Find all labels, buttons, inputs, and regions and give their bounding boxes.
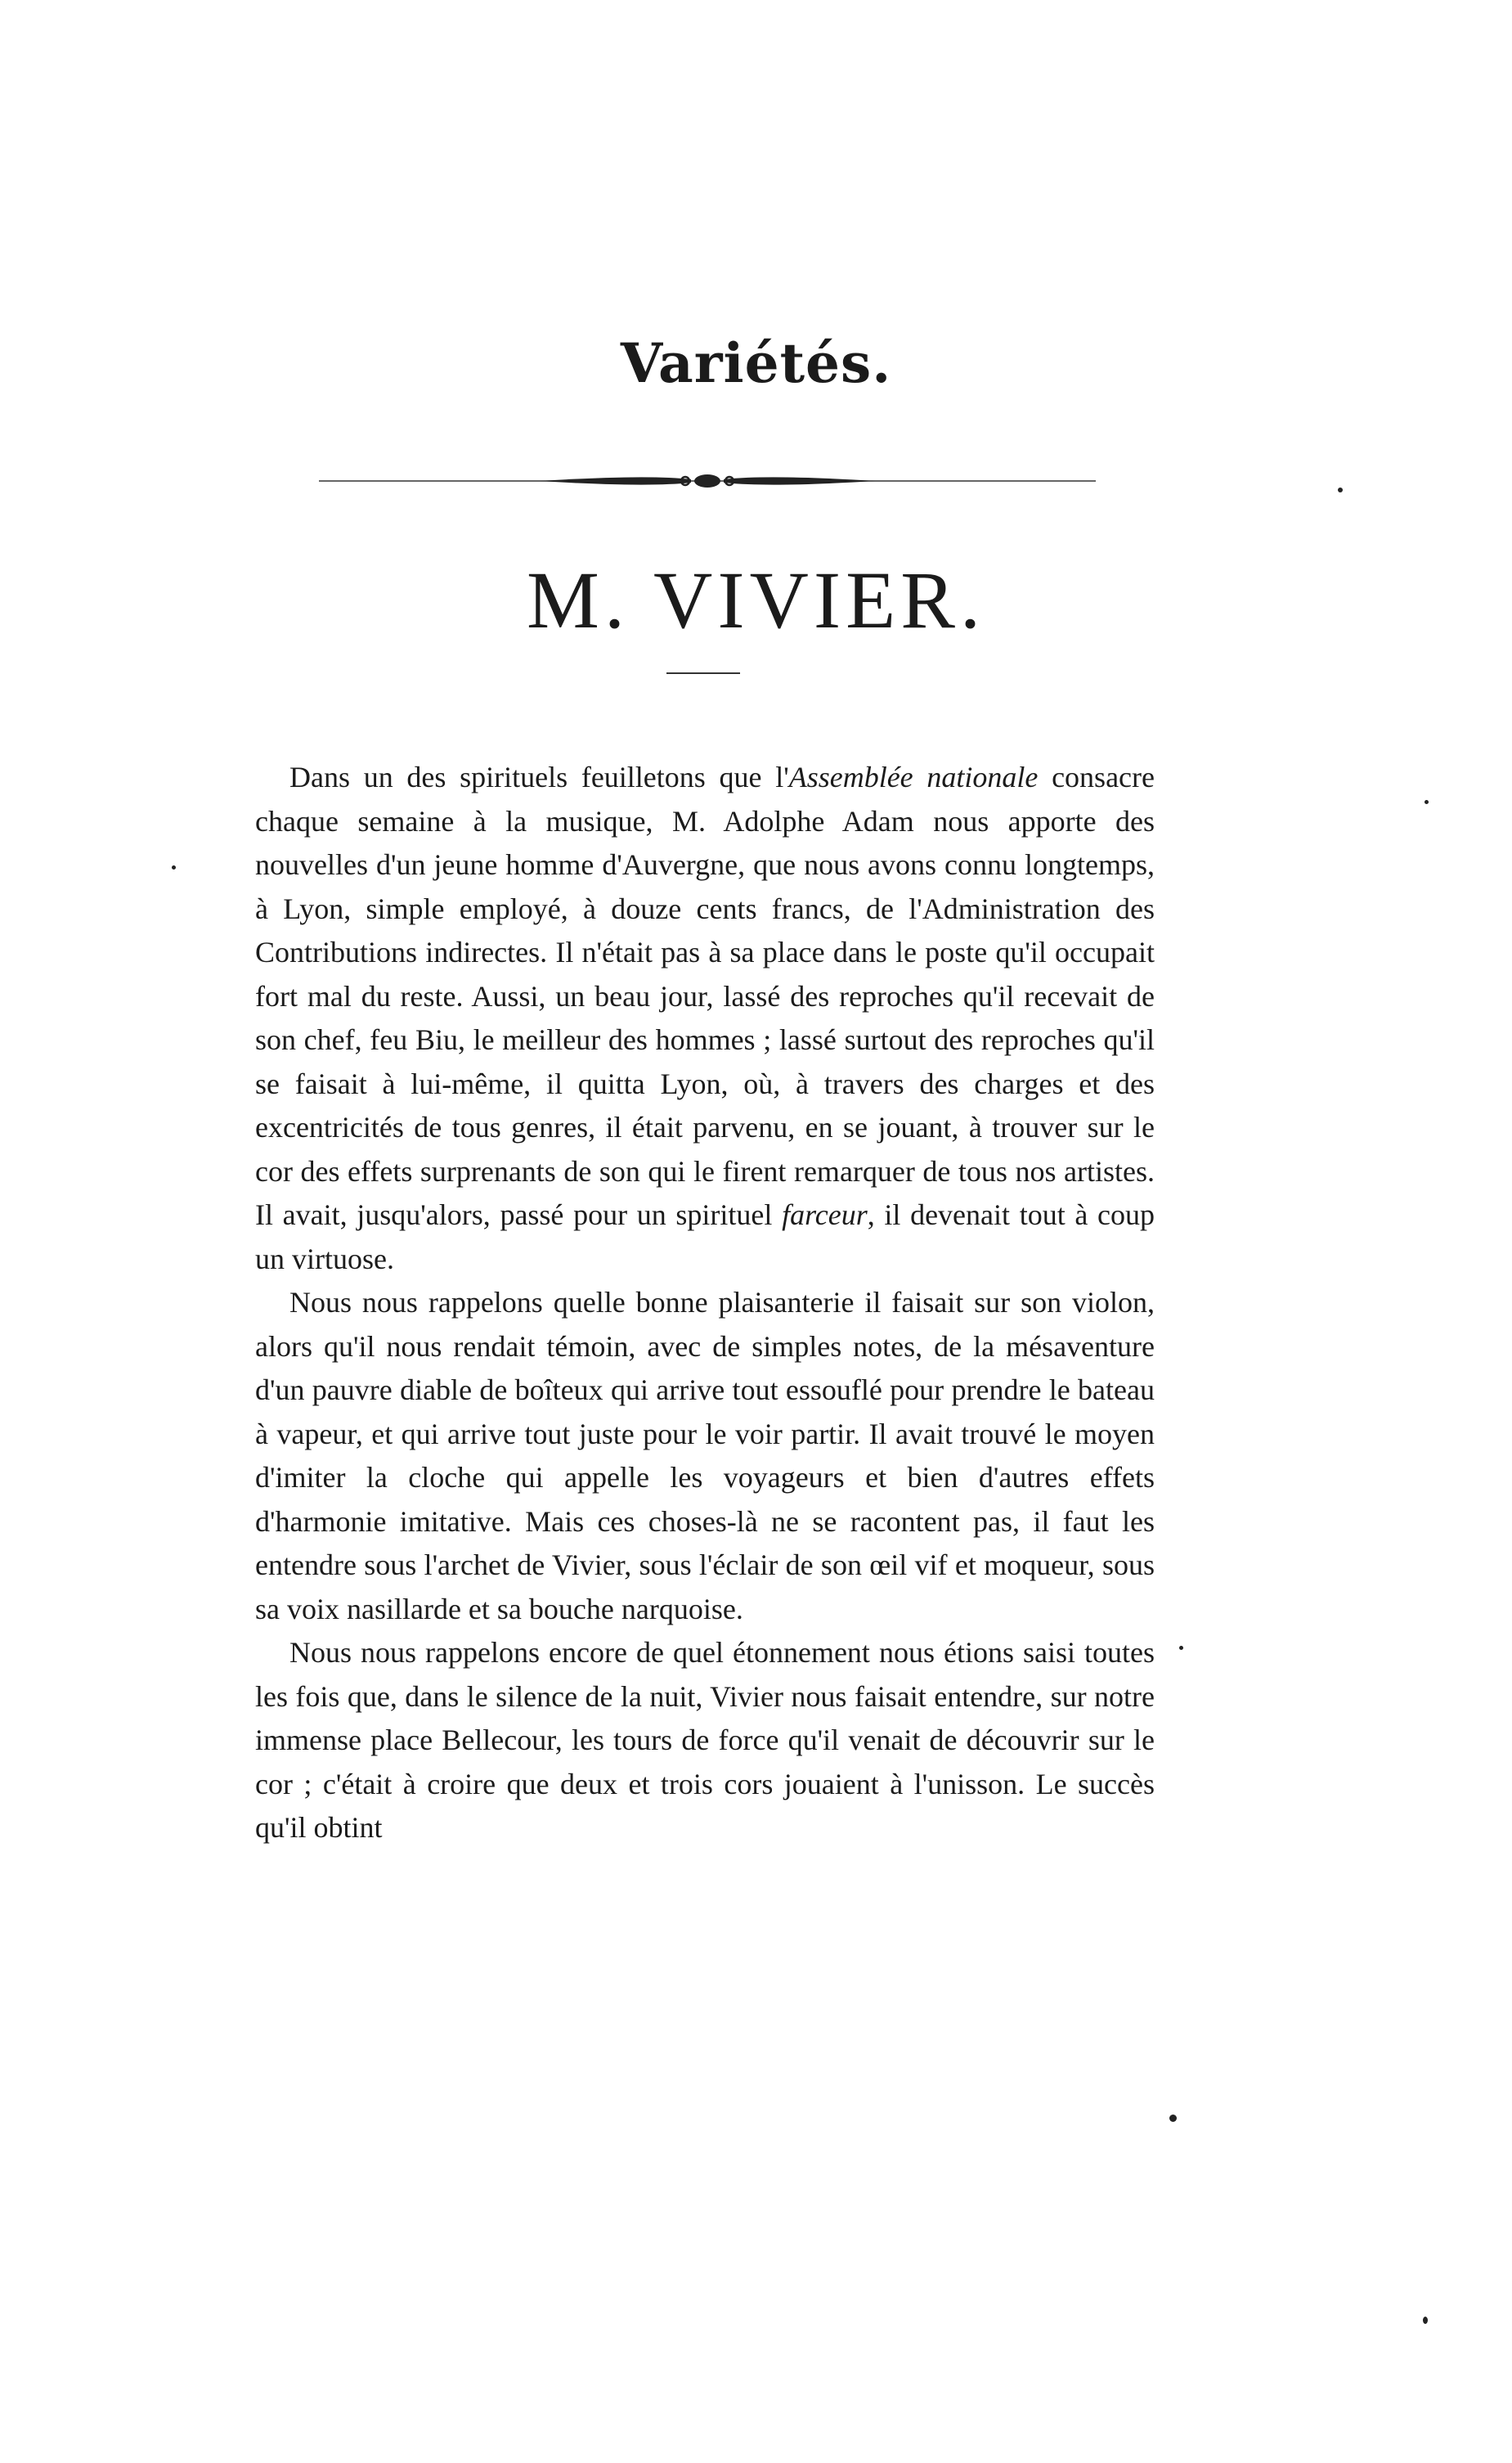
text-run: consacre chaque semaine à la musique, M. Adolphe Adam nous apporte des nouvelles d'un jeune homme d'Auvergne, que nous avons connu longtemps, à Lyon, simple employé, à douze cents francs, de l'Administration des Contributions indirectes. Il n'était pas à sa place dans le poste qu'il occupait fort mal du reste. Aussi, un beau jour, lassé des reproches qu'il recevait de son chef, feu Biu, le meilleur des hommes ; lassé surtout des reproches qu'il se faisait à lui-même, il quitta Lyon, où, à travers des charges et des excentricités de tous genres, il était parvenu, en se jouant, à trouver sur le cor des effets surprenants de son qui le firent remarquer de tous nos artistes. Il avait, jusqu'alors, passé pour un spirituel xyxy=(255,761,1155,1231)
ornament-rule xyxy=(319,465,1096,497)
page-speck xyxy=(1338,488,1343,492)
article-body xyxy=(255,756,1155,1850)
paragraph xyxy=(255,756,1155,1281)
page-speck xyxy=(172,865,176,870)
section-heading: Variétés. xyxy=(620,331,892,395)
italic-text: Assemblée nationale xyxy=(788,761,1039,793)
paragraph xyxy=(255,1281,1155,1631)
page-speck xyxy=(1169,2115,1177,2122)
paragraph xyxy=(255,1631,1155,1850)
text-run: Nous nous rappelons encore de quel étonnement nous étions saisi toutes les fois que, dans le silence de la nuit, Vivier nous faisait entendre, sur notre immense place Bellecour, les tours de force qu'il venait de découvrir sur le cor ; c'était à croire que deux et trois cors jouaient à l'unisson. Le succès qu'il obtint xyxy=(255,1636,1155,1844)
text-run: Nous nous rappelons quelle bonne plaisanterie il faisait sur son violon, alors qu'il nous rendait témoin, avec de simples notes, de la mésaventure d'un pauvre diable de boîteux qui arrive tout essouflé pour prendre le bateau à vapeur, et qui arrive tout juste pour le voir partir. Il avait trouvé le moyen d'imiter la cloche qui appelle les voyageurs et bien d'autres effets d'harmonie imitative. Mais ces choses-là ne se racontent pas, il faut les entendre sous l'archet de Vivier, sous l'éclair de son œil vif et moqueur, sous sa voix nasillarde et sa bouche narquoise. xyxy=(255,1286,1155,1625)
italic-text: farceur xyxy=(782,1198,868,1231)
page-speck xyxy=(1425,800,1429,804)
text-run: Dans un des spirituels feuilletons que l' xyxy=(289,761,789,793)
text-run: , il devenait tout à coup un virtuose. xyxy=(255,1198,1155,1275)
page-speck xyxy=(1423,2317,1428,2324)
page-speck xyxy=(1179,1646,1183,1650)
article-title: M. VIVIER. xyxy=(527,555,985,645)
title-divider xyxy=(666,672,740,674)
